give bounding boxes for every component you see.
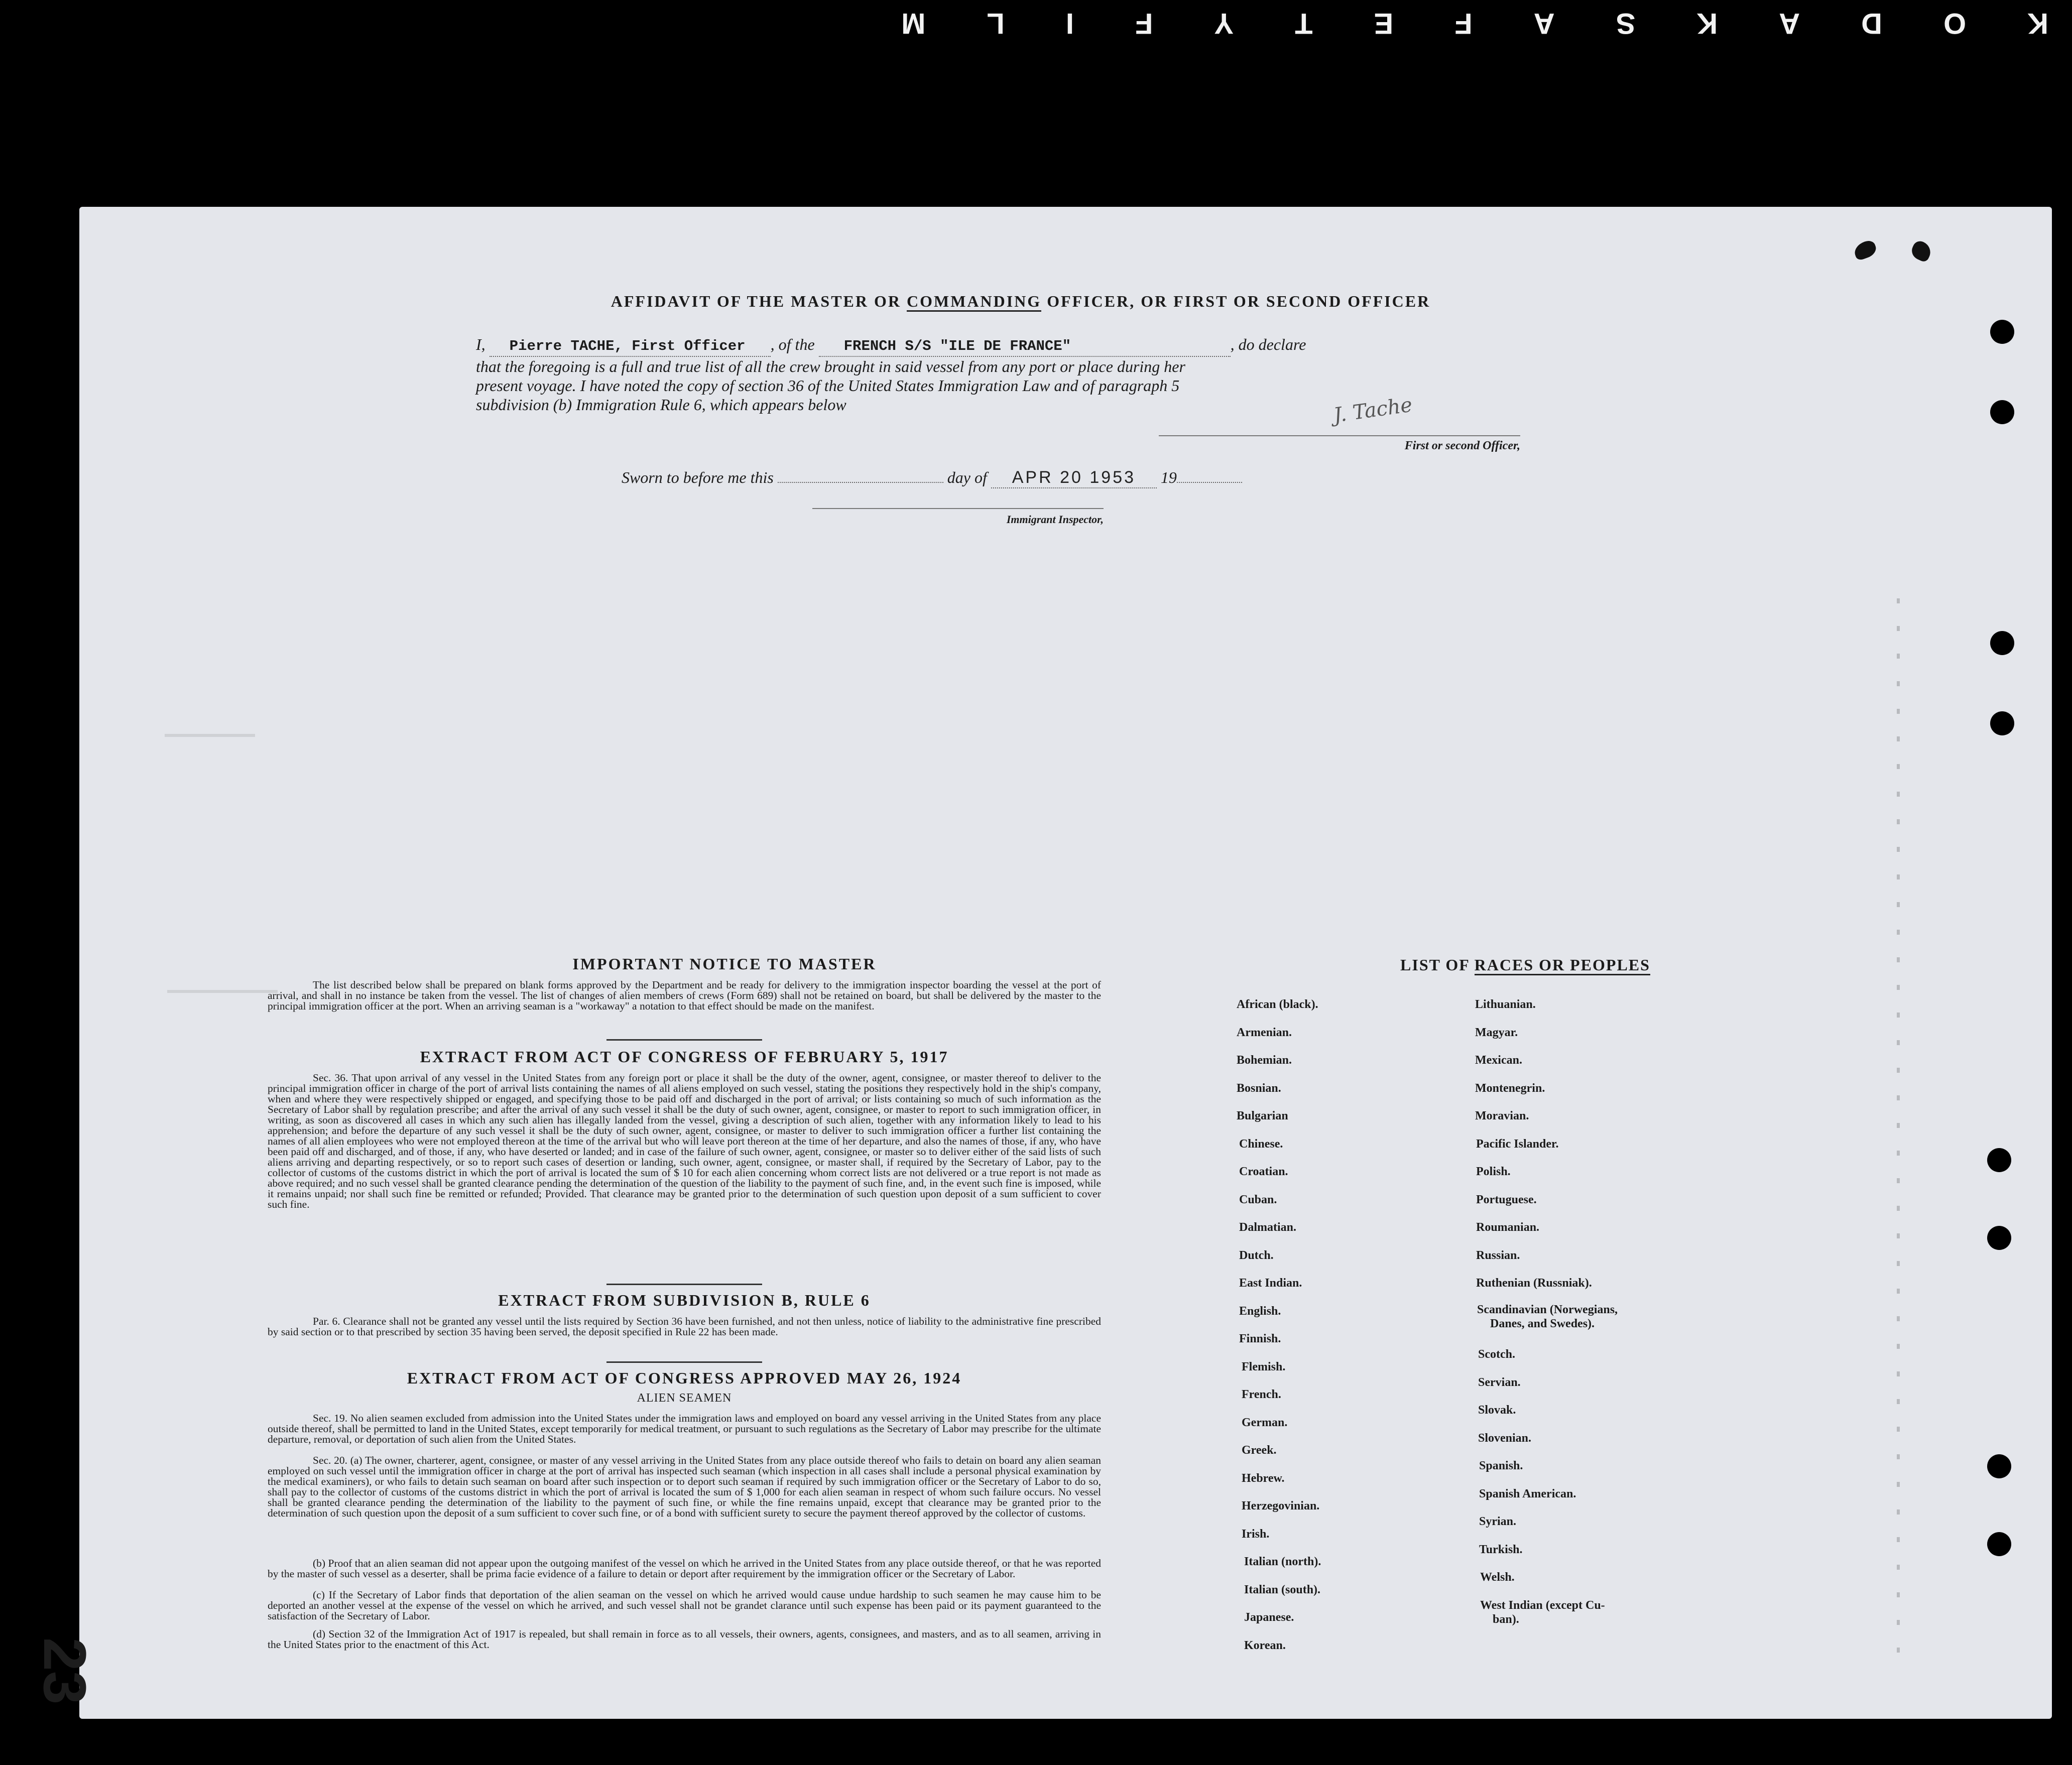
race-item: Dalmatian. [1239, 1221, 1296, 1234]
race-item: Italian (north). [1244, 1555, 1321, 1568]
race-item: Greek. [1242, 1444, 1277, 1457]
race-item: Ruthenian (Russniak). [1476, 1277, 1592, 1290]
race-item: Cuban. [1239, 1193, 1277, 1206]
race-item: Syrian. [1479, 1515, 1517, 1528]
race-item: Irish. [1242, 1528, 1270, 1541]
corner-mark-icon [1852, 238, 1878, 261]
punch-hole-icon [1987, 1454, 2011, 1478]
declarant-label: I, [476, 335, 485, 353]
race-item: Italian (south). [1244, 1583, 1321, 1596]
race-item: Pacific Islander. [1476, 1138, 1559, 1151]
punch-hole-icon [1990, 400, 2014, 424]
race-item: Japanese. [1244, 1611, 1294, 1624]
race-item: Scandinavian (Norwegians, [1477, 1303, 1618, 1316]
race-item: African (black). [1237, 998, 1318, 1011]
race-item: Danes, and Swedes). [1490, 1317, 1595, 1330]
corner-mark-icon [1909, 239, 1934, 264]
race-item: Moravian. [1475, 1109, 1529, 1122]
race-item: Korean. [1244, 1639, 1286, 1652]
race-item: ban). [1493, 1613, 1519, 1626]
extract-rule6-body: Par. 6. Clearance shall not be granted any vessel until the lists required by Section 36 have been furnished, and not then unless, notice of liability to the administrative fine prescribed by said section or to that prescribed by section 35 having been served, the deposit specified in Rule 22 has been made. [268, 1315, 1101, 1338]
inspector-signature-label: Immigrant Inspector, [812, 508, 1104, 526]
race-item: Portuguese. [1476, 1193, 1537, 1206]
punch-hole-icon [1990, 711, 2014, 735]
race-item: Magyar. [1475, 1026, 1518, 1039]
race-item: Slovenian. [1478, 1432, 1532, 1445]
race-item: Spanish. [1479, 1459, 1523, 1472]
declaration-line: present voyage. I have noted the copy of section 36 of the United States Immigration Law and of paragraph 5 [476, 376, 1180, 395]
extract-1924-sec20d: (d) Section 32 of the Immigration Act of 1917 is repealed, but shall remain in force as to all vessels, their owners, agents, consignees, and masters, and as to all seamen, arriving in the United States prior to the enactment of this Act. [268, 1628, 1101, 1651]
extract-1924-sec20b: (b) Proof that an alien seaman did not appear upon the outgoing manifest of the vessel on which he arrived in the United States from any place outside thereof, or that he was reported by the master of such vessel as a deserter, shall be prima facie evidence of a failure to detain or deport after requirement by the immigration officer or the Secretary of Labor. [268, 1557, 1101, 1580]
race-item: West Indian (except Cu- [1480, 1599, 1605, 1612]
divider [606, 1284, 762, 1285]
punch-hole-icon [1990, 320, 2014, 344]
officer-signature: J. Tache [1332, 393, 1414, 427]
race-item: Lithuanian. [1475, 998, 1536, 1011]
affidavit-declaration: I, Pierre TACHE, First Officer , of the FRENCH S/S "ILE DE FRANCE" , do declare that the foregoing is a full and true list of all the crew brought in said vessel from any port or place during her present voyage. I have noted the copy of section 36 of the United States Immigration Law and of paragraph 5 subdivision (b) Immigration Rule 6, which appears below [476, 335, 1525, 414]
extract-1924-sec20a: Sec. 20. (a) The owner, charterer, agent, consignee, or master of any vessel arriving in the United States from any place outside thereof who fails to detain on board any alien seaman employed on such vessel until the immigration officer in charge at the port of arrival has inspected such seaman (which inspection in all cases shall include a personal physical examination by the medical examiners), or who fails to detain such seaman on board after such inspection or to deport such seaman if required by such immigration officer or the Secretary of Labor to do so, shall pay to the collector of customs of the customs district in which the port of arrival is located the sum of $ 1,000 for each alien seaman in respect of whom such failure occurs. No vessel shall be granted clearance pending the determination of the liability to the payment of such fine, or while the fine remains unpaid, except that clearance may be granted prior to the determination of such question upon the deposit of a sum sufficient to cover such fine, or of a bond with sufficient surety to secure the payment thereof approved by the collector of customs. [268, 1454, 1101, 1519]
race-item: Bosnian. [1237, 1082, 1281, 1095]
film-edge-code: KODAKSAFETYFILM [900, 7, 2048, 40]
race-item: Finnish. [1239, 1332, 1281, 1345]
extract-rule6-title: EXTRACT FROM SUBDIVISION B, RULE 6 [498, 1291, 871, 1309]
race-item: Chinese. [1239, 1138, 1283, 1151]
extract-1924-title: EXTRACT FROM ACT OF CONGRESS APPROVED MAY 26, 1924 [407, 1369, 962, 1387]
extract-1924-sec20c: (c) If the Secretary of Labor finds that deportation of the alien seaman on the vessel on which he arrived would cause undue hardship to such seamen he may cause him to be deported an another vessel at the expense of the vessel on which he arrived, and such vessel shall not be grandet clarance until such expense has been paid or its payment guaranteed to the satisfaction of the Secretary of Labor. [268, 1589, 1101, 1622]
extract-1924-subtitle: ALIEN SEAMEN [637, 1392, 732, 1405]
race-item: Bulgarian [1237, 1109, 1288, 1122]
extract-1924-sec19: Sec. 19. No alien seamen excluded from admission into the United States under the immigration laws and employed on board any vessel arriving in the United States from any place outside thereof, shall be permitted to land in the United States, except temporarily for medical treatment, or pursuant to such regulations as the Secretary of Labor may prescribe for the ultimate departure, removal, or deportation of such alien from the United States. [268, 1412, 1101, 1445]
declaration-line: that the foregoing is a full and true list of all the crew brought in said vessel from any port or place during her [476, 357, 1185, 375]
declaration-line: subdivision (b) Immigration Rule 6, which appears below [476, 396, 846, 414]
race-item: Spanish American. [1479, 1487, 1576, 1500]
races-list-title: LIST OF RACES OR PEOPLES [1274, 956, 1776, 974]
bleed-through-mark [167, 990, 278, 993]
race-item: Russian. [1476, 1249, 1520, 1262]
race-item: Polish. [1476, 1165, 1511, 1178]
race-item: East Indian. [1239, 1277, 1302, 1290]
extract-1917-body: Sec. 36. That upon arrival of any vessel in the United States from any foreign port or place it shall be the duty of the owner, agent, consignee, or master thereof to deliver to the principal immigration officer in charge of the port of arrival lists containing the names of all aliens employed on such vessel, stating the positions they respectively hold in the ship's company, when and where they were respectively shipped or engaged, and specifying those to be paid off and discharged in the port of arrival; or lists containing so much of such information as the Secretary of Labor shall by regulation prescribe; and after the arrival of any such vessel it shall be the duty of such owner, agent, consignee, or master to report to such immigration officer, in writing, as soon as discovered all cases in which any such alien has illegally landed from the vessel, giving a description of such alien, together with any information likely to lead to his apprehension; and before the departure of any such vessel it shall be the duty of such owner, agent, consignee, or master to deliver to such immigration officer a further list containing the names of all alien employees who were not employed thereon at the time of the arrival but who will leave port thereon at the time of her departure, and also the names of those, if any, who have been paid off and discharged, and of those, if any, who have deserted or landed; and in case of the failure of such owner, agent, consignee, or master so to deliver either of the said lists of such aliens arriving and departing respectively, or so to report such cases of desertion or landing, such owner, agent, consignee, or master shall, if required by the Secretary of Labor, pay to the collector of customs of the customs district in which the port of arrival is located the sum of $ 10 for each alien concerning whom correct lists are not delivered or a true report is not made as above required; and no such vessel shall be granted clearance pending the determination of the question of the liability to the payment of such fine, and, in the event such fine is imposed, while it remains unpaid; nor shall such fine be remitted or refunded; Provided. That clearance may be granted prior to the determination of such question upon deposit of a sum sufficient to cover such fine. [268, 1072, 1101, 1210]
punch-hole-icon [1990, 631, 2014, 655]
divider [606, 1039, 762, 1041]
race-item: Flemish. [1242, 1360, 1286, 1373]
race-item: Armenian. [1237, 1026, 1292, 1039]
race-item: French. [1242, 1388, 1281, 1401]
race-item: Servian. [1478, 1376, 1521, 1389]
extract-1917-title: EXTRACT FROM ACT OF CONGRESS OF FEBRUARY 5, 1917 [420, 1048, 949, 1066]
page-number: 23 [31, 1637, 98, 1705]
notice-paragraph: The list described below shall be prepared on blank forms approved by the Department and be ready for delivery to the immigration inspector boarding the vessel at the port of arrival, and shall in no instance be taken from the vessel. The list of changes of alien members of crews (Form 689) shall not be retained on board, but shall be delivered by the master to the principal immigration officer at the port. When an arriving seaman is a "workaway" a notation to that effect should be made on the manifest. [268, 979, 1101, 1012]
race-item: Slovak. [1478, 1404, 1516, 1417]
bleed-through-mark [165, 734, 255, 737]
race-item: Scotch. [1478, 1348, 1515, 1361]
race-item: Roumanian. [1476, 1221, 1540, 1234]
race-item: Turkish. [1479, 1543, 1523, 1556]
race-item: Hebrew. [1242, 1472, 1285, 1485]
sworn-line: Sworn to before me this day of APR 20 1953 19 [622, 468, 1425, 488]
affidavit-title: AFFIDAVIT OF THE MASTER OR COMMANDING OFFICER, OR FIRST OR SECOND OFFICER [531, 292, 1510, 311]
punch-hole-icon [1987, 1148, 2011, 1172]
date-stamp: APR 20 1953 [1012, 468, 1136, 487]
document-sheet [31, 207, 2052, 1719]
race-item: Croatian. [1239, 1165, 1288, 1178]
declarant-name: Pierre TACHE, First Officer [509, 338, 746, 354]
notice-title: IMPORTANT NOTICE TO MASTER [572, 955, 877, 973]
punch-hole-icon [1987, 1226, 2011, 1250]
race-item: Mexican. [1475, 1054, 1522, 1067]
race-item: Herzegovinian. [1242, 1499, 1320, 1512]
race-item: Montenegrin. [1475, 1082, 1545, 1095]
race-item: Bohemian. [1237, 1054, 1292, 1067]
race-item: Welsh. [1480, 1571, 1515, 1584]
divider [606, 1361, 762, 1363]
bleed-through-ticks [1897, 598, 1900, 1653]
punch-hole-icon [1987, 1532, 2011, 1556]
vessel-name: FRENCH S/S "ILE DE FRANCE" [843, 338, 1071, 354]
race-item: Dutch. [1239, 1249, 1274, 1262]
race-item: German. [1242, 1416, 1288, 1429]
race-item: English. [1239, 1305, 1281, 1318]
officer-signature-label: First or second Officer, [1159, 435, 1520, 453]
